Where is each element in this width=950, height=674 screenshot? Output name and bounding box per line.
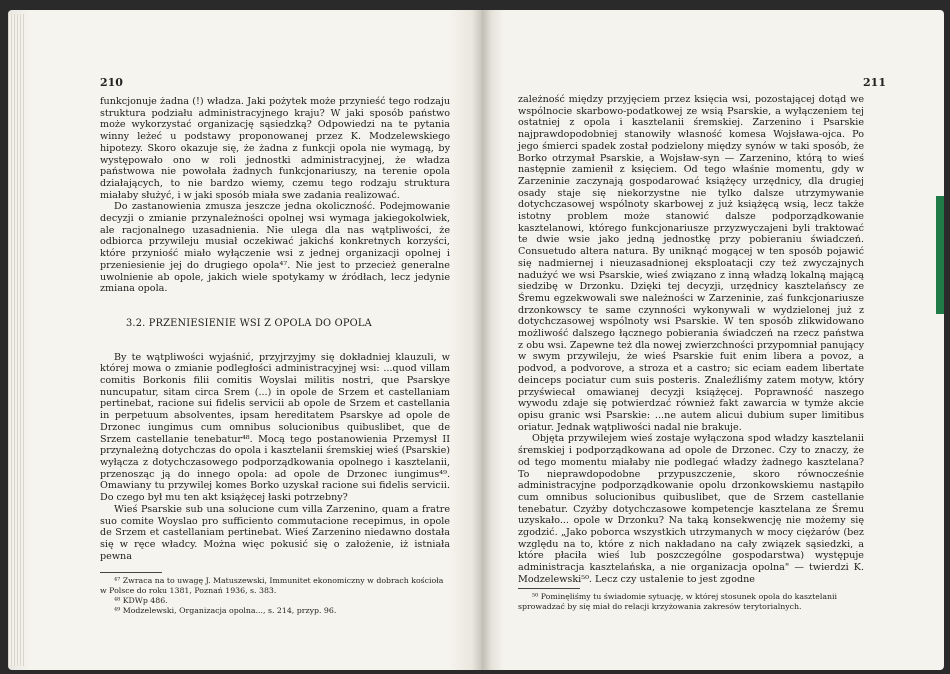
footnote-rule xyxy=(100,572,162,573)
gutter-shadow xyxy=(472,10,492,670)
green-bookmark-tab xyxy=(936,196,944,314)
right-page xyxy=(482,10,944,670)
paragraph: Wieś Psarskie sub una solucione cum villa Zarzenino, quam a fratre suo comite Woyslao pro sufficiento commutacione recepimus, in opole de Srzem et castellaniam pertinebat. Wieś Zarzenino niedawno dostała się w ręce władcy. Można więc pokusić się o założenie, iż istniała pewna xyxy=(100,503,450,562)
footnote: ⁴⁷ Zwraca na to uwagę J. Matuszewski, Immunitet ekonomiczny w dobrach kościoła w Polsce do roku 1381, Poznań 1936, s. 383. xyxy=(100,576,444,595)
book-spread xyxy=(8,10,944,670)
footnote: ⁴⁹ Modzelewski, Organizacja opolna..., s. 214, przyp. 96. xyxy=(114,606,337,615)
paragraph: Do zastanowienia zmusza jeszcze jedna okoliczność. Podejmowanie decyzji o zmianie przynależności opolnej wsi wymaga jakiegokolwiek, ale racjonalnego uzasadnienia. Nie ulega dla nas wątpliwości, że odbiorca przywileju musiał oczekiwać jakichś konkretnych korzyści, które przyniość miało wyłączenie wsi z jednej organizacji opolnej i przeniesienie jej do drugiego opola⁴⁷. Nie jest to przecież generalne uwolnienie ab opole, jakich wiele spotykamy w źródłach, lecz jedynie zmiana opola. xyxy=(100,201,450,295)
right-page-body xyxy=(518,94,864,586)
paragraph: funkcjonuje żadna (!) władza. Jaki pożytek może przynieść tego rodzaju struktura podziału administracyjnego kraju? W jaki sposób państwo może wykorzystać organizację sąsiedzką? Odpowiedzi na te pytania winny leżeć u podstawy proponowanej przez K. Modzelewskiego hipotezy. Skoro okazuje się, że żadna z funkcji opola nie wymagą, by występowało ono w roli jednostki administracyjnej, że władza państwowa nie powołała żadnych funkcjonariuszy, na terenie opola działających, to nie bardzo wiemy, czemu tego rodzaju struktura miałaby służyć, i w jaki sposób miała swe zadania realizować. xyxy=(100,96,450,201)
footnotes-right xyxy=(518,582,864,612)
paragraph: By te wątpliwości wyjaśnić, przyjrzyjmy się dokładniej klauzuli, w której mowa o zmianie podległości administracyjnej wsi: ...quod villam comitis Borkonis filii comitis Woyslai militis nostri, que Psarskye nuncupatur, sitam circa Srem (...) in opole de Srzem et castellaniam pertinebat, racione sui fidelis servicii ab opole de Srzem et castellania in perpetuum absolventes, ipsam hereditatem Psarskye ad opole de Drzonec iungimus cum omnibus solucionibus quibuslibet, que de Srzem castellanie tenebatur⁴⁸. Mocą tego postanowienia Przemysł II przynależną dotychczas do opola i kasztelanii śremskiej wieś (Psarskie) wyłącza z dotychczasowego podporządkowania opolnego i kasztelanii, przenosząc ją do innego opola: ad opole de Drzonec iungimus⁴⁹. Omawiany tu przywilej komes Borko uzyskał racione sui fidelis servicii. Do czego był mu ten akt książęcej łaski potrzebny? xyxy=(100,351,450,504)
page-number-right: 211 xyxy=(863,76,886,89)
paragraph: zależność między przyjęciem przez księcia wsi, pozostającej dotąd we wspólnocie skarbowo-podatkowej ze wsią Psarskie, a wyłączeniem tej ostatniej z opola i kasztelanii śremskiej. Zarzenino i Psarskie najprawdopodobniej stanowiły własność komesa Wojsława-ojca. Po jego śmierci spadek został podzielony między synów w taki sposób, że Borko otrzymał Psarskie, a Wojsław-syn — Zarzenino, którą to wieś następnie zamienił z księciem. Od tego właśnie momentu, gdy w Zarzeninie zaczynają gospodarować książęcy urzędnicy, dla drugiej osady staje się niekorzystne nie tylko dalsze utrzymywanie dotychczasowej wspólnoty skarbowej z już książęcą wsią, lecz także istotny problem może stanowić dalsze podporządkowanie kasztelanowi, którego funkcjonariusze przyzwyczajeni byli traktować te dwie wsie jako jedną jednostkę przy pobieraniu świadczeń. Consuetudo altera natura. By uniknąć mogącej w ten sposób pojawić się nadmiernej i nieuzasadnionej eksploatacji czy też zwyczajnych nadużyć we wsi Psarskie, wieś związano z inną władzą lokalną mającą siedzibę w Drzonku. Dzięki tej decyzji, urzędnicy kasztelańscy ze Śremu egzekwowali swe należności w Zarzeninie, zaś funkcjonariusze drzonkowscy te same czynności wykonywali w wydzielonej już z dotychczasowej wspólnoty wsi Psarskie. W ten sposób zlikwidowano możliwość dalszego łącznego pobierania świadczeń na rzecz państwa z obu wsi. Zapewne też dla nowej zwierzchności przypomniał panujący w swym przywileju, że wieś Psarskie fuit enim libera a povoz, a podvod, a podvorove, a stroza et a castro; sic eciam eadem libertate deinceps pociatur cum suis posteris. Znaleźliśmy zatem motyw, który przyświecał omawianej decyzji książęcej. Poprawność naszego wywodu zdaje się potwierdzać również fakt zawarcia w tymże akcie opisu granic wsi Psarskie: ...ne autem alicui dubium super limitibus oriatur. Jednak wątpliwości nadal nie brakuje. xyxy=(518,94,864,433)
section-heading: 3.2. PRZENIESIENIE WSI Z OPOLA DO OPOLA xyxy=(126,317,372,329)
paragraph: Objęta przywilejem wieś zostaje wyłączona spod władzy kasztelanii śremskiej i podporządkowana ad opole de Drzonec. Czy to znaczy, że od tego momentu miałaby nie podlegać władzy żadnego kasztelana? To nieprawdopodobne przypuszczenie, skoro równocześnie administracyjne podporządkowanie opolu drzonkowskiemu nastąpiło cum omnibus solucionibus quibuslibet, que de Srzem castellanie tenebatur. Czyżby dotychczasowe kompetencje kasztelana ze Śremu uzyskało... opole w Drzonku? Na taką konsekwencję nie możemy się zgodzić. „Jako poborca wszystkich utrzymanych w mocy ciężarów (bez względu na to, które z nich nakładano na cały związek sąsiedzki, a które płaciła wieś lub poszczególne gospodarstwa) występuje administracja kasztelańska, a nie organizacja opolna" — twierdzi K. Modzelewski⁵⁰. Lecz czy ustalenie to jest zgodne xyxy=(518,433,864,585)
page-edges xyxy=(8,14,26,666)
left-page-body xyxy=(100,96,450,562)
page-number-left: 210 xyxy=(100,76,123,89)
footnote: ⁵⁰ Pominęliśmy tu świadomie sytuację, w której stosunek opola do kasztelanii sprowadzać by się miał do relacji krzyżowania zakresów terytorialnych. xyxy=(518,592,837,611)
footnote: ⁴⁸ KDWp 486. xyxy=(114,596,168,605)
footnotes-left xyxy=(100,566,450,616)
footnote-rule xyxy=(518,588,580,589)
left-page xyxy=(8,10,482,670)
